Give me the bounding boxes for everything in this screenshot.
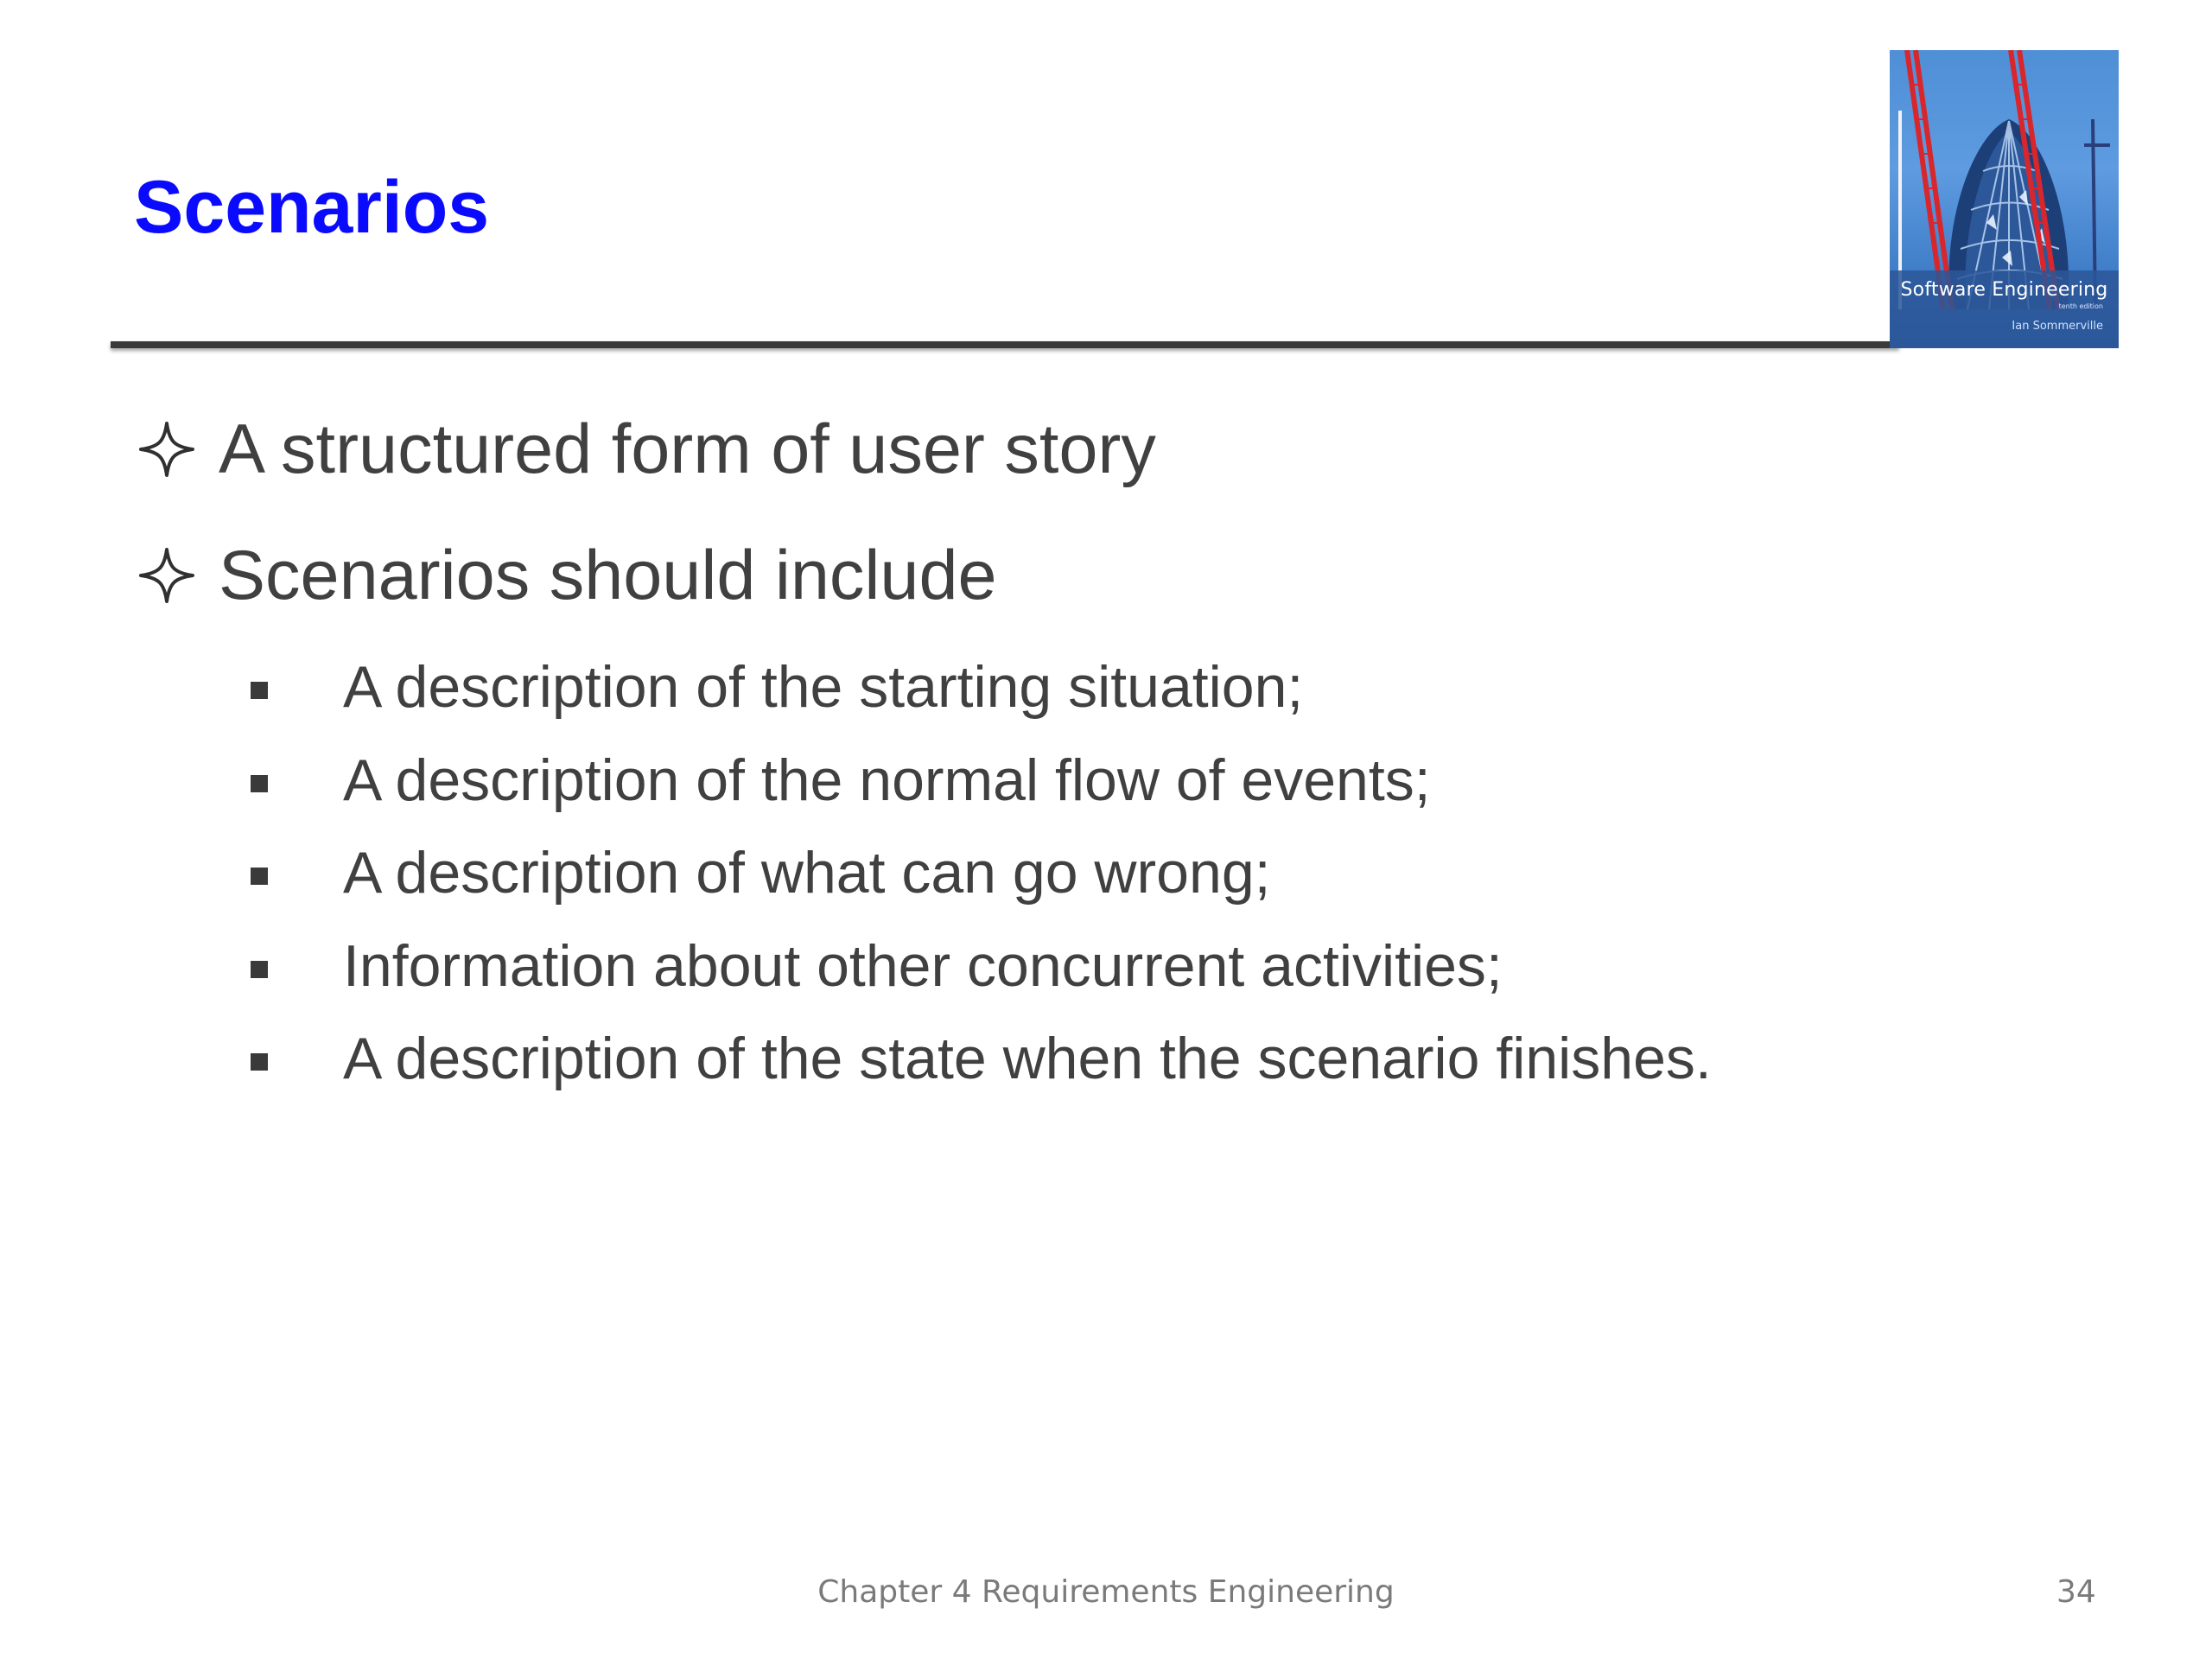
square-bullet-icon [251,682,268,699]
square-bullet-icon [251,868,268,885]
cover-author: Ian Sommerville [2012,320,2103,333]
sub-bullet-text: A description of what can go wrong; [343,840,1271,906]
sub-bullet-text: Information about other concurrent activities; [343,932,1503,999]
sub-bullet-list [251,644,1712,1109]
sub-bullet-item [251,737,1431,830]
bullet-item [138,402,2039,528]
title-divider [111,341,1899,348]
bullet-text: Scenarios should include [219,537,997,614]
sub-bullet-text: A description of the normal flow of events; [343,747,1431,813]
cover-title: Software Engineering [1900,279,2108,301]
square-bullet-icon [251,1053,268,1071]
sub-bullet-text: A description of the starting situation; [343,654,1304,720]
bullet-text: A structured form of user story [219,410,1156,488]
page-number: 34 [2056,1574,2096,1610]
footer-chapter: Chapter 4 Requirements Engineering [817,1574,1395,1610]
bullet-item [138,528,2039,654]
square-bullet-icon [251,961,268,978]
cover-edition: tenth edition [2058,302,2103,310]
book-cover-image [1890,50,2119,348]
sub-bullet-item [251,644,1304,737]
sub-bullet-text: A description of the state when the scenario finishes. [343,1026,1712,1091]
sub-bullet-item [251,830,1271,923]
sub-bullet-item [251,923,1503,1016]
four-point-star-outline-icon [138,547,195,604]
square-bullet-icon [251,775,268,792]
four-point-star-outline-icon [138,421,195,478]
sub-bullet-item [251,1015,1712,1109]
bullet-list [138,402,2039,1091]
slide-title: Scenarios [134,166,490,249]
